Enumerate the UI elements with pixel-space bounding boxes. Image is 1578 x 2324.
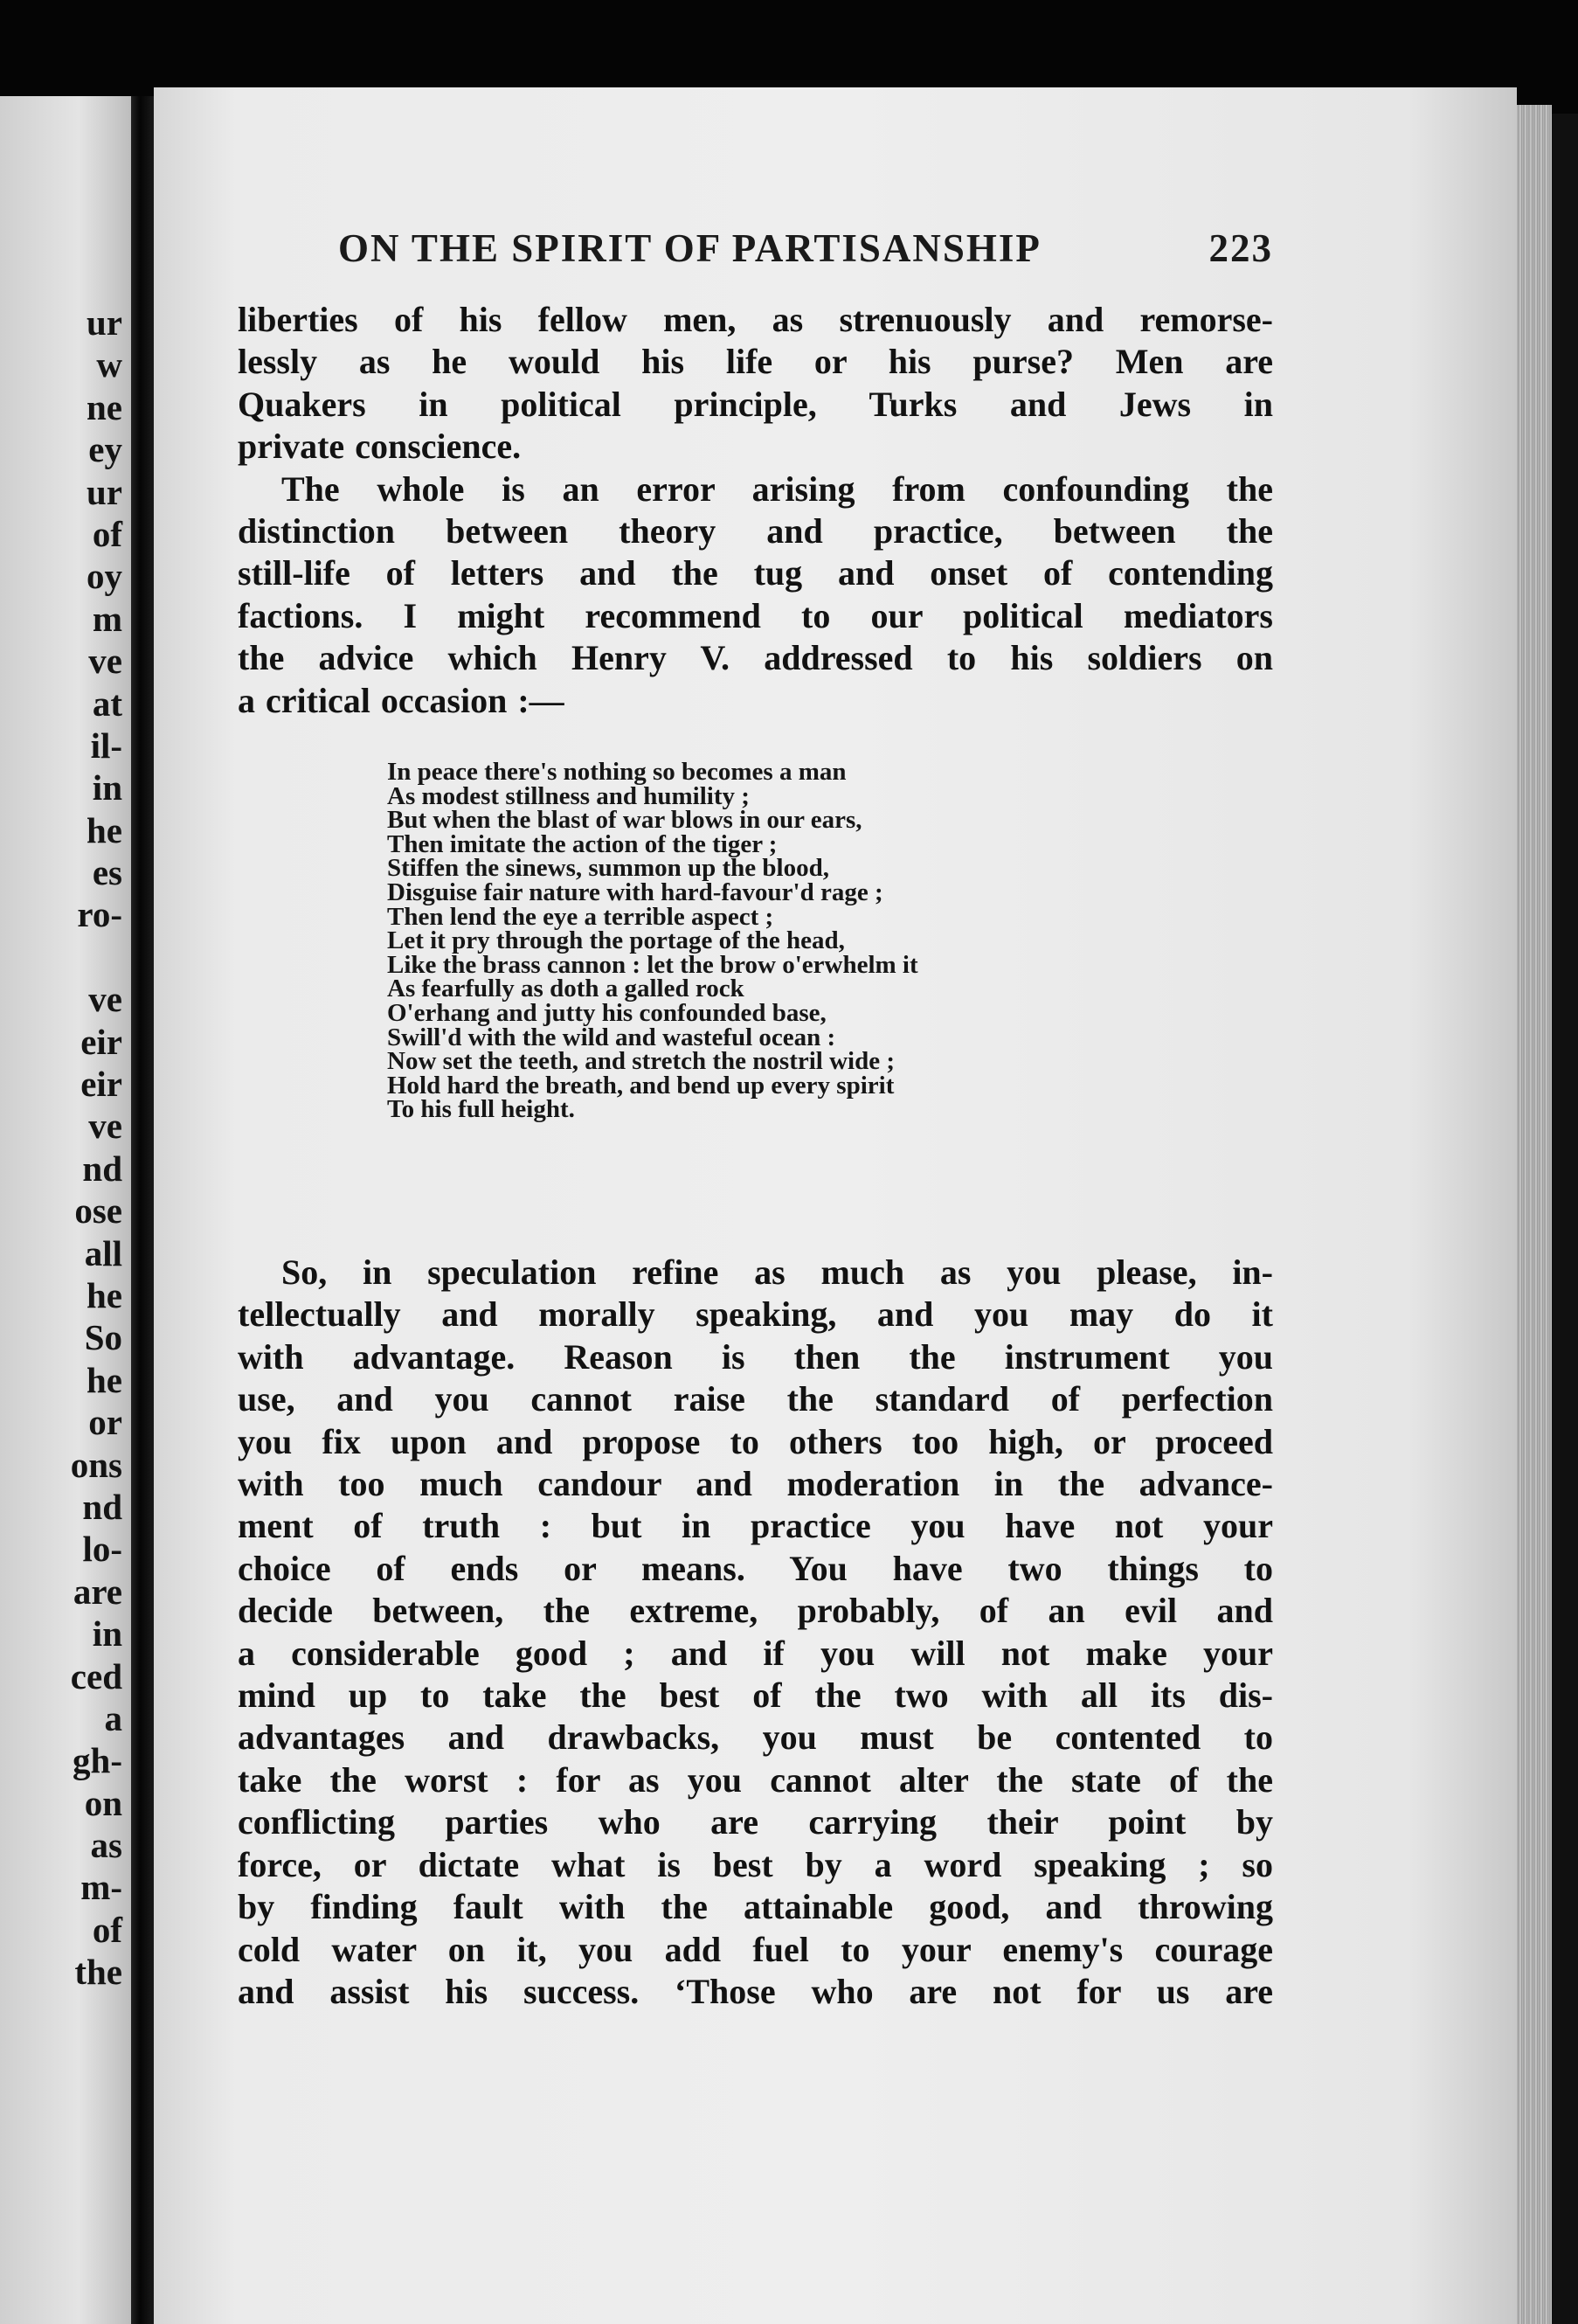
text-line: distinction between theory and practice, between the (238, 511, 1273, 552)
facing-page-text (0, 302, 131, 1994)
text-line: advantages and drawbacks, you must be contented to (238, 1717, 1273, 1758)
facing-page-fragment: all (84, 1232, 122, 1273)
verse-line: To his full height. (387, 1095, 575, 1124)
facing-page-fragment: he (87, 1274, 122, 1315)
verse-line: Now set the teeth, and stretch the nostril wide ; (387, 1047, 895, 1076)
facing-page-fragment: ve (88, 979, 122, 1020)
facing-page-fragment: eir (80, 1021, 122, 1062)
facing-page-fragment: ro- (77, 894, 122, 935)
facing-page-fragment: of (92, 1909, 122, 1950)
verse-line: Then imitate the action of the tiger ; (387, 829, 778, 858)
verse-line: Disguise fair nature with hard-favour'd rage ; (387, 878, 883, 906)
facing-page-fragment: ve (88, 641, 122, 682)
facing-page-fragment: eir (80, 1064, 122, 1105)
facing-page-fragment: ve (88, 1106, 122, 1147)
facing-page-fragment: as (90, 1825, 122, 1866)
verse-line: As modest stillness and humility ; (387, 781, 750, 810)
facing-page-fragment: of (92, 513, 122, 554)
facing-page-fragment: ne (87, 386, 122, 427)
facing-page-fragment: the (74, 1952, 122, 1993)
facing-page-fragment: in (92, 1613, 122, 1655)
text-block-lower (238, 1252, 1273, 2013)
text-line: liberties of his fellow men, as strenuously and remorse- (238, 300, 1273, 339)
page-edges (1517, 105, 1552, 2324)
text-line: the advice which Henry V. addressed to his soldiers on (238, 638, 1273, 678)
verse-line: As fearfully as doth a galled rock (387, 975, 744, 1003)
text-line: a critical occasion :— (238, 680, 564, 720)
text-line: still-life of letters and the tug and onset of contending (238, 553, 1273, 593)
facing-page-fragment (0, 936, 131, 978)
text-line: cold water on it, you add fuel to your enemy's courage (238, 1929, 1273, 1969)
facing-page-fragment: ose (74, 1190, 122, 1231)
facing-page-fragment: oy (87, 556, 122, 597)
page-number: 223 (1208, 226, 1273, 270)
facing-page-fragment: il- (90, 725, 122, 766)
text-line: take the worst : for as you cannot alter the state of the (238, 1759, 1273, 1800)
text-line: So, in speculation refine as much as you please, in- (281, 1252, 1273, 1292)
facing-page-fragment: nd (82, 1486, 122, 1527)
facing-page-fragment: lo- (82, 1529, 122, 1570)
facing-page-fragment: m- (80, 1867, 122, 1908)
facing-page-fragment: a (104, 1697, 122, 1738)
facing-page-fragment: or (88, 1402, 122, 1443)
text-line: factions. I might recommend to our political mediators (238, 595, 1273, 635)
text-line: with too much candour and moderation in the advance- (238, 1464, 1273, 1504)
background-edge (1552, 114, 1578, 2324)
facing-page-fragment: ced (70, 1655, 122, 1696)
verse-line: Swill'd with the wild and wasteful ocean : (387, 1023, 836, 1051)
text-line: lessly as he would his life or his purse? Men are (238, 342, 1273, 382)
facing-page-fragment: ons (70, 1444, 122, 1485)
verse-line: But when the blast of war blows in our ears, (387, 806, 862, 835)
paragraph (238, 468, 1273, 722)
facing-page-fragment: he (87, 1359, 122, 1400)
text-line: The whole is an error arising from confounding the (281, 468, 1273, 509)
verse-quotation (387, 760, 1173, 1122)
paragraph (238, 299, 1273, 468)
running-head-title: ON THE SPIRIT OF PARTISANSHIP (338, 226, 1042, 270)
facing-page-fragment: ur (87, 471, 122, 512)
verse-line: Then lend the eye a terrible aspect ; (387, 902, 774, 931)
text-line: private conscience. (238, 427, 522, 467)
facing-page-left (0, 96, 131, 2324)
paragraph (238, 1252, 1273, 2013)
text-line: a considerable good ; and if you will not make your (238, 1633, 1273, 1673)
text-line: use, and you cannot raise the standard of perfection (238, 1379, 1273, 1419)
running-head (338, 225, 1273, 278)
text-line: and assist his success. ‘Those who are not for us are (238, 1971, 1273, 2011)
facing-page-fragment: on (84, 1782, 122, 1823)
facing-page-fragment: m (92, 598, 122, 639)
text-line: Quakers in political principle, Turks and Jews in (238, 384, 1273, 424)
facing-page-fragment: in (92, 767, 122, 808)
verse-line: In peace there's nothing so becomes a man (387, 758, 847, 786)
text-line: you fix upon and propose to others too high, or proceed (238, 1421, 1273, 1461)
facing-page-fragment: So (84, 1317, 122, 1358)
text-line: by finding fault with the attainable good, and throwing (238, 1887, 1273, 1927)
text-line: choice of ends or means. You have two things to (238, 1548, 1273, 1588)
facing-page-fragment: w (96, 344, 122, 385)
text-line: with advantage. Reason is then the instrument you (238, 1336, 1273, 1377)
text-line: ment of truth : but in practice you have not your (238, 1506, 1273, 1546)
text-line: mind up to take the best of the two with all its dis- (238, 1675, 1273, 1716)
verse-line: Hold hard the breath, and bend up every spirit (387, 1071, 895, 1100)
text-line: tellectually and morally speaking, and you may do it (238, 1294, 1273, 1335)
book-gutter (131, 96, 154, 2324)
text-block-upper (238, 299, 1273, 722)
facing-page-fragment: at (92, 683, 122, 724)
verse-line: Stiffen the sinews, summon up the blood, (387, 854, 829, 883)
facing-page-fragment: are (73, 1571, 122, 1612)
facing-page-fragment: nd (82, 1148, 122, 1189)
text-line: decide between, the extreme, probably, of an evil and (238, 1591, 1273, 1631)
facing-page-fragment: gh- (73, 1740, 122, 1781)
text-line: force, or dictate what is best by a word speaking ; so (238, 1844, 1273, 1884)
facing-page-fragment: es (92, 852, 122, 893)
facing-page-fragment: he (87, 809, 122, 850)
verse-line: Let it pry through the portage of the head, (387, 926, 845, 955)
text-line: conflicting parties who are carrying their point by (238, 1802, 1273, 1842)
verse-line: O'erhang and jutty his confounded base, (387, 998, 827, 1027)
verse-line: Like the brass cannon : let the brow o'erwhelm it (387, 950, 918, 979)
facing-page-fragment: ur (87, 302, 122, 343)
facing-page-fragment: ey (88, 429, 122, 470)
